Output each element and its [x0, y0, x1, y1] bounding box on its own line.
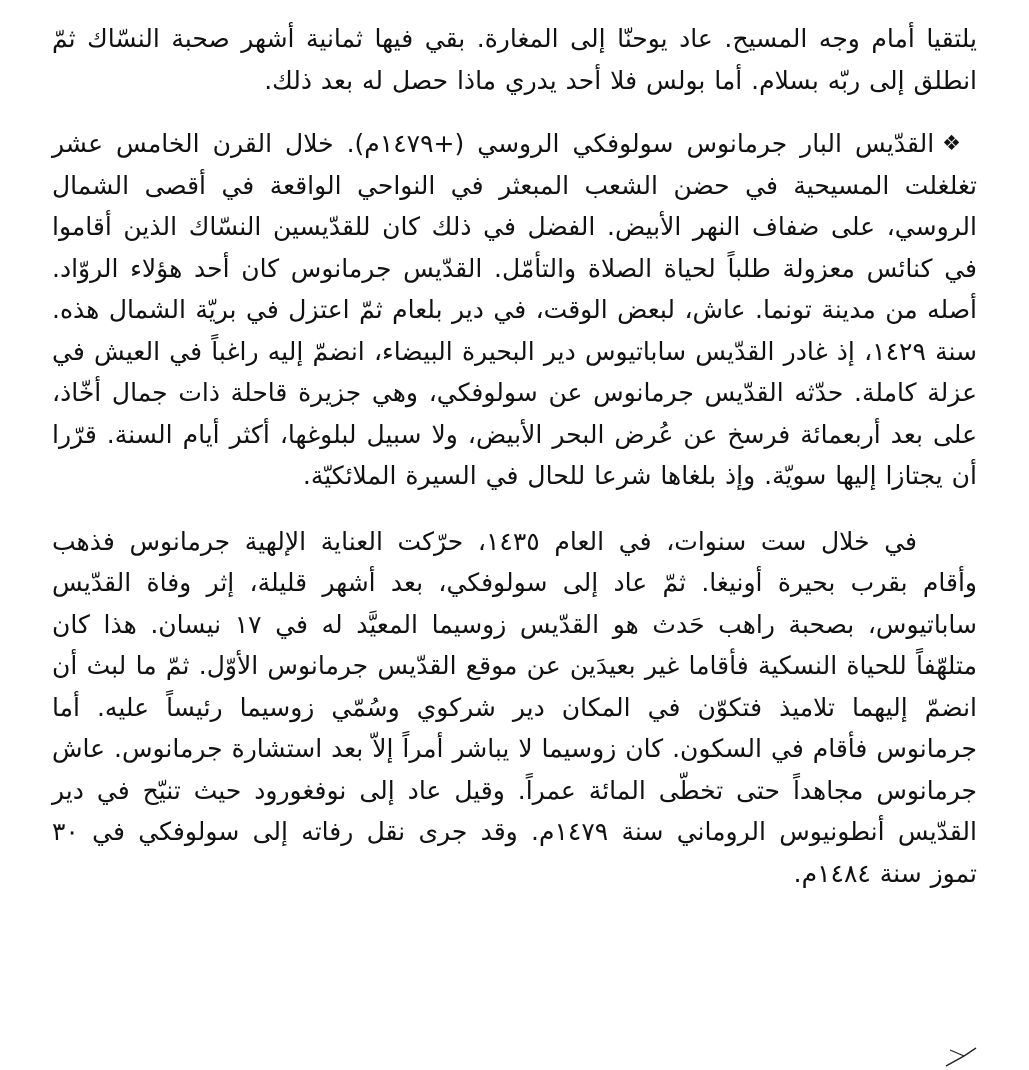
paragraph-2: القدّيس البار جرمانوس سولوفكي الروسي (+١٤٧٩م). خلال القرن الخامس عشر تغلغلت المسيحية في حضن الشعب المبعثر في النواحي الواقعة في أقصى الشمال الروسي، على ضفاف النهر الأبيض. الفضل في ذلك كان للقدّيسين النسّاك الذين أقاموا في كنائس معزولة طلباً لحياة الصلاة والتأمّل. القدّيس جرمانوس كان أحد هؤلاء الروّاد. أصله من مدينة تونما. عاش، لبعض الوقت، في دير بلعام ثمّ اعتزل في بريّة الشمال هذه. سنة ١٤٢٩، إذ غادر القدّيس ساباتيوس دير البحيرة البيضاء، انضمّ إليه راغباً في العيش في عزلة كاملة. حدّثه القدّيس جرمانوس عن سولوفكي، وهي جزيرة قاحلة ذات جمال أخّاذ، على بعد أربعمائة فرسخ عن عُرض البحر الأبيض، ولا سبيل لبلوغها، أكثر أيام السنة. قرّرا أن يجتازا إليها سويّة. وإذ بلغاها شرعا للحال في السيرة الملائكيّة.: [52, 129, 977, 490]
corner-mark-icon: [944, 1046, 978, 1068]
paragraph-2-container: [52, 123, 977, 497]
paragraph-3: في خلال ست سنوات، في العام ١٤٣٥، حرّكت العناية الإلهية جرمانوس فذهب وأقام بقرب بحيرة أونيغا. ثمّ عاد إلى سولوفكي، بعد أشهر قليلة، إثر وفاة القدّيس ساباتيوس، بصحبة راهب حَدث هو القدّيس زوسيما المعيَّد له في ١٧ نيسان. هذا كان متلهّفاً للحياة النسكية فأقاما غير بعيدَين عن موقع القدّيس جرمانوس الأوّل. ثمّ ما لبث أن انضمّ إليهما تلاميذ فتكوّن في المكان دير شركوي وسُمّي زوسيما رئيساً عليه. أما جرمانوس فأقام في السكون. كان زوسيما لا يباشر أمراً إلاّ بعد استشارة جرمانوس. عاش جرمانوس مجاهداً حتى تخطّى المائة عمراً. وقيل عاد إلى نوفغورود حيث تنيّح في دير القدّيس أنطونيوس الروماني سنة ١٤٧٩م. وقد جرى نقل رفاته إلى سولوفكي في ٣٠ تموز سنة ١٤٨٤م.: [52, 526, 978, 888]
paragraph-1: يلتقيا أمام وجه المسيح. عاد يوحنّا إلى المغارة. بقي فيها ثمانية أشهر صحبة النسّاك ثمّ انطلق إلى ربّه بسلام. أما بولس فلا أحد يدري ماذا حصل له بعد ذلك.: [52, 24, 977, 95]
diamond-bullet-icon: ❖: [942, 131, 961, 155]
